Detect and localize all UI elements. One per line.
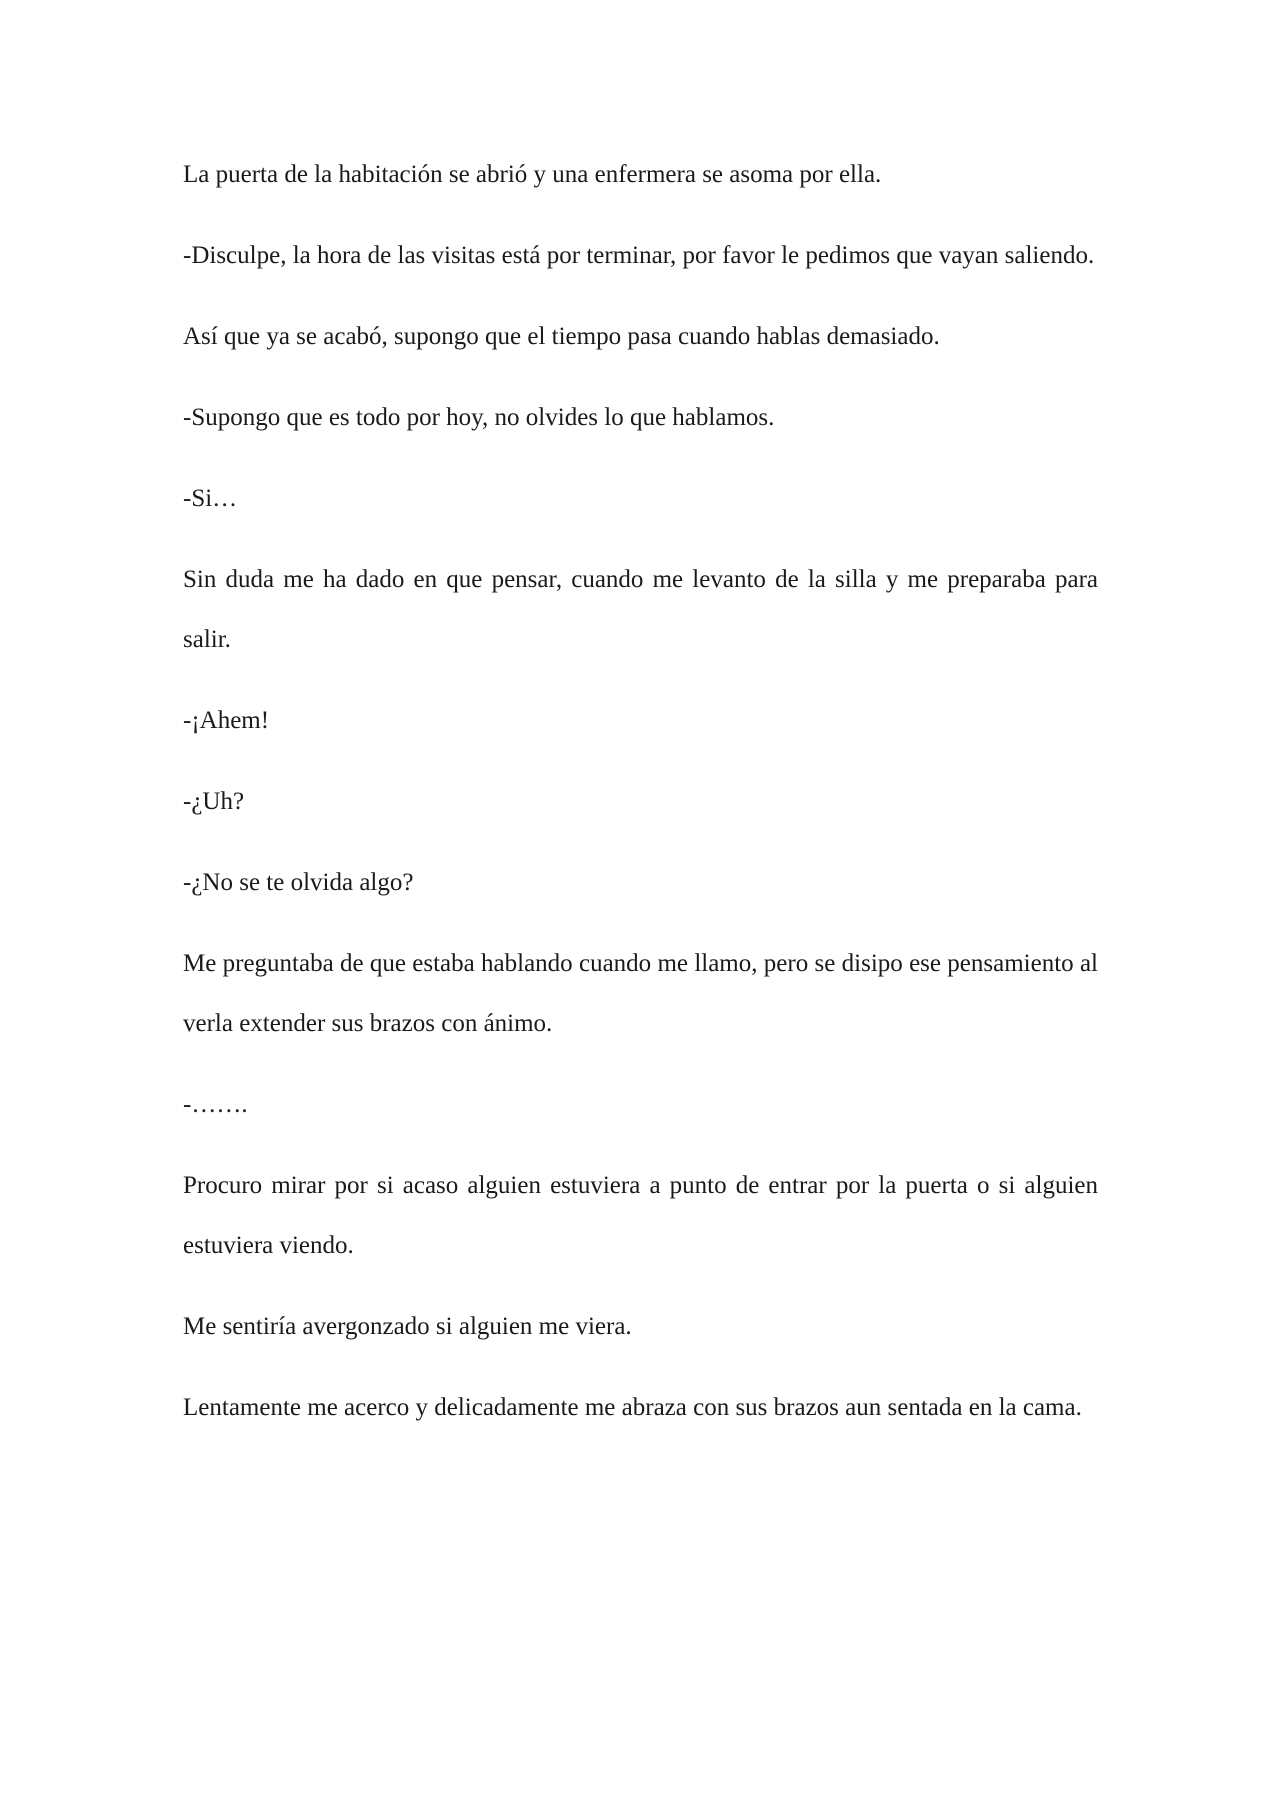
paragraph: Así que ya se acabó, supongo que el tiempo pasa cuando hablas demasiado. bbox=[183, 323, 940, 350]
document-body bbox=[183, 145, 1098, 1438]
paragraph: -Si… bbox=[183, 485, 238, 512]
paragraph: -¿Uh? bbox=[183, 788, 245, 815]
paragraph: Sin duda me ha dado en que pensar, cuando me levanto de la silla y me preparaba para salir. bbox=[183, 566, 1098, 653]
paragraph: -¡Ahem! bbox=[183, 707, 270, 734]
paragraph: -Disculpe, la hora de las visitas está por terminar, por favor le pedimos que vayan saliendo. bbox=[183, 242, 1095, 269]
paragraph: -Supongo que es todo por hoy, no olvides lo que hablamos. bbox=[183, 404, 775, 431]
paragraph: -¿No se te olvida algo? bbox=[183, 869, 414, 896]
paragraph: La puerta de la habitación se abrió y una enfermera se asoma por ella. bbox=[183, 161, 882, 188]
paragraph: Procuro mirar por si acaso alguien estuviera a punto de entrar por la puerta o si alguien estuviera viendo. bbox=[183, 1172, 1098, 1259]
paragraph: Me sentiría avergonzado si alguien me viera. bbox=[183, 1313, 632, 1340]
paragraph: Me preguntaba de que estaba hablando cuando me llamo, pero se disipo ese pensamiento al verla extender sus brazos con ánimo. bbox=[183, 950, 1098, 1037]
paragraph: Lentamente me acerco y delicadamente me abraza con sus brazos aun sentada en la cama. bbox=[183, 1394, 1082, 1421]
paragraph: -……. bbox=[183, 1091, 248, 1118]
